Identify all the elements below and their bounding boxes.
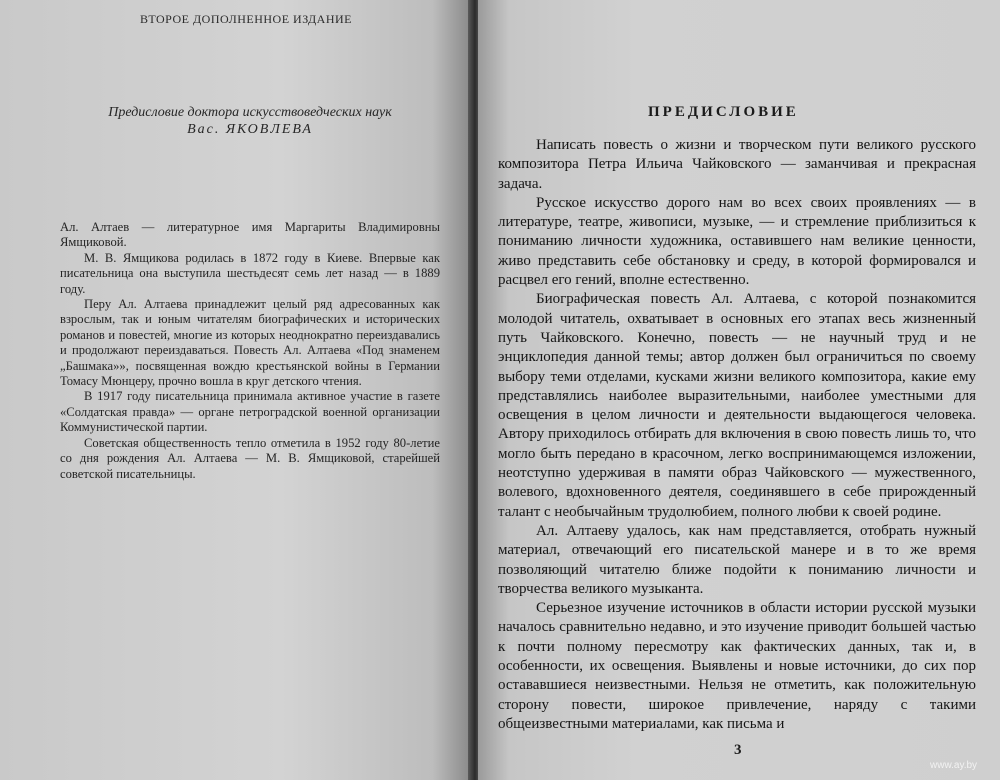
bio-paragraph: М. В. Ямщикова родилась в 1872 году в Киеве. Впервые как писательница она выступила шестьдесят семь лет назад — в 1889 году. xyxy=(60,250,440,296)
page-number: 3 xyxy=(734,742,742,758)
page-title: ПРЕДИСЛОВИЕ xyxy=(648,104,799,120)
left-page xyxy=(0,0,470,780)
preface-author-line2: Вас. ЯКОВЛЕВА xyxy=(187,122,313,137)
bio-paragraph: Перу Ал. Алтаева принадлежит целый ряд адресованных как взрослым, так и юным читателям биографических и исторических романов и повестей, многие из которых неоднократно переиздавались и продолжают переиздаваться. Повесть Ал. Алтаева «Под знаменем „Башмака»», посвященная вождю крестьянской войны в Германии Томасу Мюнцеру, прочно вошла в круг детского чтения. xyxy=(60,297,440,389)
preface-paragraph: Серьезное изучение источников в области истории русской музыки началось сравнительно недавно, и это изучение приводит большей частью к почти полному пересмотру как фактических данных, так и, в особенности, их освещения. Выявлены и новые источники, до сих пор остававшиеся неизвестными. Нельзя не отметить, как положительную сторону повести, широкое привлечение, наряду с такими общеизвестными материалами, как письма и xyxy=(498,600,976,732)
preface-paragraph: Написать повесть о жизни и творческом пути великого русского композитора Петра Ильича Чайковского — заманчивая и прекрасная задача. xyxy=(498,137,976,192)
preface-author-line1: Предисловие доктора искусствоведческих наук xyxy=(108,105,392,120)
edition-label: ВТОРОЕ ДОПОЛНЕННОЕ ИЗДАНИЕ xyxy=(140,12,353,26)
preface-paragraph: Ал. Алтаеву удалось, как нам представляется, отобрать нужный материал, отвечающий его писательской манере и в то же время позволяющий читателю ближе подойти к пониманию личности и творчества великого музыканта. xyxy=(498,522,976,597)
bio-paragraph: Ал. Алтаев — литературное имя Маргариты Владимировны Ямщиковой. xyxy=(60,220,440,250)
preface-paragraph: Биографическая повесть Ал. Алтаева, с которой познакомится молодой читатель, охватывает в основных его этапах весь жизненный путь Чайковского. Конечно, повесть — не научный труд и не энциклопедия данной темы; автор должен был ограничиться по своему выбору теми отделами, кусками жизни великого композитора, какие ему представлялись наиболее выразительными, наиболее уместными для освещения в целом личности и деятельности выдающегося человека. Автору приходилось отбирать для включения в свою повесть лишь то, что могло быть передано в красочном, легко воспринимающемся изложении, неотступно удерживая в памяти образ Чайковского — мужественного, волевого, вдохновенного деятеля, соединявшего в себе прирожденный талант с необычайным трудолюбием, полного любви к своей родине. xyxy=(498,291,976,520)
author-bio xyxy=(60,220,440,482)
preface-author-block xyxy=(80,104,420,138)
preface-paragraph: Русское искусство дорого нам во всех своих проявлениях — в литературе, театре, живописи, музыке, — и стремление приблизиться к пониманию личности художника, оставившего нам великие ценности, живо представить себе обстановку и среду, в которой формировался и расцвел его гений, вполне естественно. xyxy=(498,194,976,289)
preface-text xyxy=(498,136,976,734)
bio-paragraph: Советская общественность тепло отметила в 1952 году 80-летие со дня рождения Ал. Алтаева — М. В. Ямщиковой, старейшей советской писательницы. xyxy=(60,435,440,481)
bio-paragraph: В 1917 году писательница принимала активное участие в газете «Солдатская правда» — органе петроградской военной организации Коммунистической партии. xyxy=(60,389,440,435)
watermark: www.ay.by xyxy=(930,760,978,771)
